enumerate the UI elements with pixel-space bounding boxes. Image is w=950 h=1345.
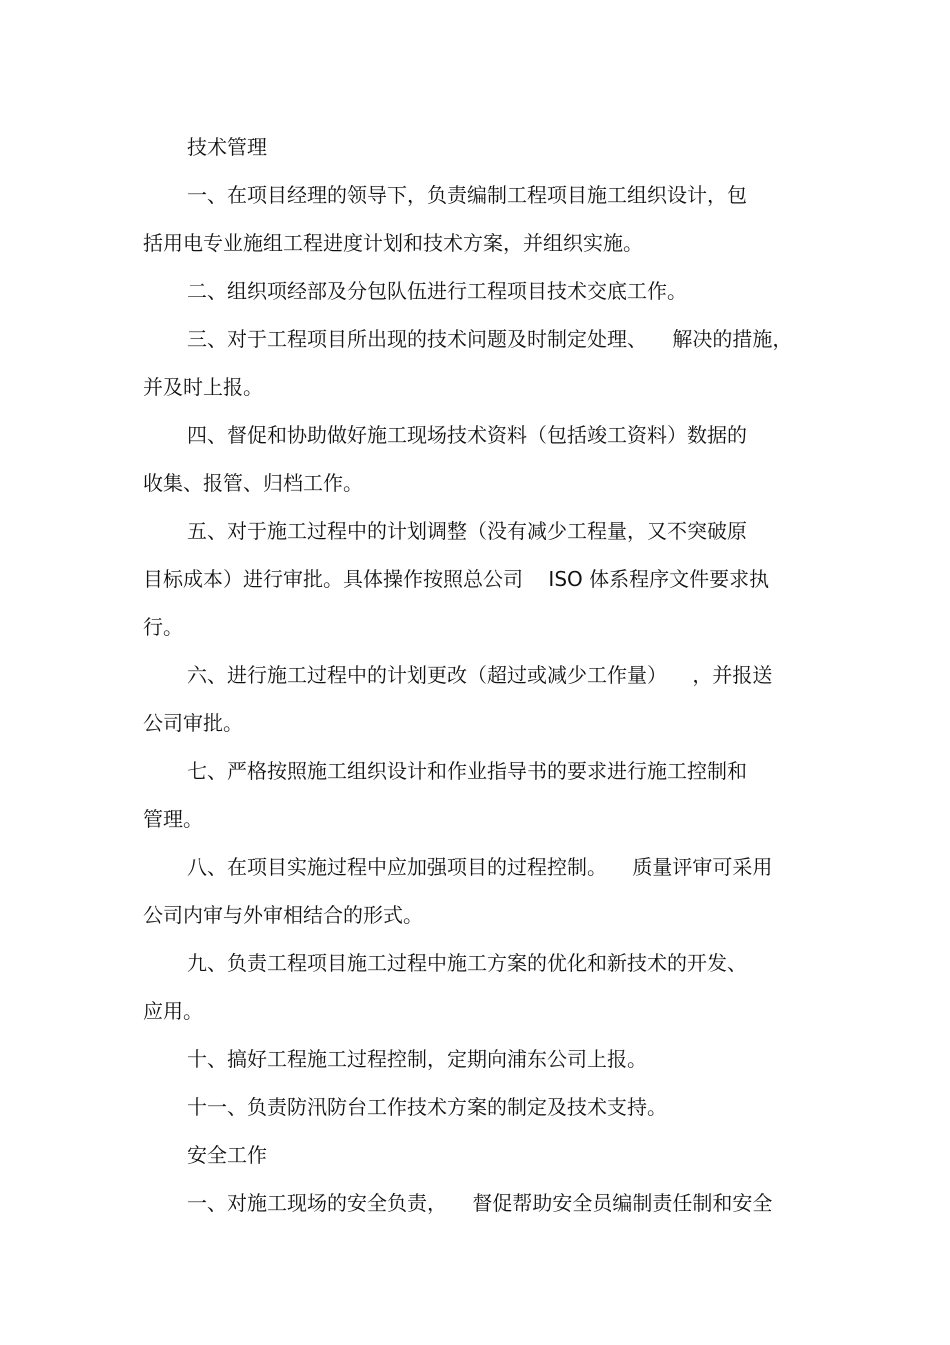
paragraph-line: 管理。: [143, 807, 203, 831]
paragraph-line: 括用电专业施组工程进度计划和技术方案，并组织实施。: [143, 231, 643, 255]
paragraph-line: 应用。: [143, 999, 203, 1023]
paragraph-line: 收集、报管、归档工作。: [143, 471, 363, 495]
paragraph-line: 十一、负责防汛防台工作技术方案的制定及技术支持。: [187, 1095, 667, 1119]
paragraph-line: 六、进行施工过程中的计划更改（超过或减少工作量） ，并报送: [187, 663, 773, 687]
paragraph-line: 一、对施工现场的安全负责， 督促帮助安全员编制责任制和安全: [187, 1191, 773, 1215]
paragraph-line: 公司内审与外审相结合的形式。: [143, 903, 423, 927]
paragraph-line: 八、在项目实施过程中应加强项目的过程控制。 质量评审可采用: [187, 855, 773, 879]
paragraph-line: 四、督促和协助做好施工现场技术资料（包括竣工资料）数据的: [187, 423, 747, 447]
paragraph-line: 一、在项目经理的领导下，负责编制工程项目施工组织设计，包: [187, 183, 747, 207]
paragraph-line: 三、对于工程项目所出现的技术问题及时制定处理、 解决的措施，: [187, 327, 793, 351]
paragraph-line: 并及时上报。: [143, 375, 263, 399]
paragraph-line: 公司审批。: [143, 711, 243, 735]
paragraph-line: 行。: [143, 615, 183, 639]
paragraph-line: 十、搞好工程施工过程控制，定期向浦东公司上报。: [187, 1047, 647, 1071]
paragraph-line: 目标成本）进行审批。具体操作按照总公司 ISO 体系程序文件要求执: [143, 567, 770, 591]
paragraph-line: 二、组织项经部及分包队伍进行工程项目技术交底工作。: [187, 279, 687, 303]
section-heading-safety-work: 安全工作: [187, 1143, 267, 1167]
paragraph-line: 五、对于施工过程中的计划调整（没有减少工程量，又不突破原: [187, 519, 747, 543]
section-heading-tech-management: 技术管理: [187, 135, 267, 159]
paragraph-line: 九、负责工程项目施工过程中施工方案的优化和新技术的开发、: [187, 951, 747, 975]
paragraph-line: 七、严格按照施工组织设计和作业指导书的要求进行施工控制和: [187, 759, 747, 783]
